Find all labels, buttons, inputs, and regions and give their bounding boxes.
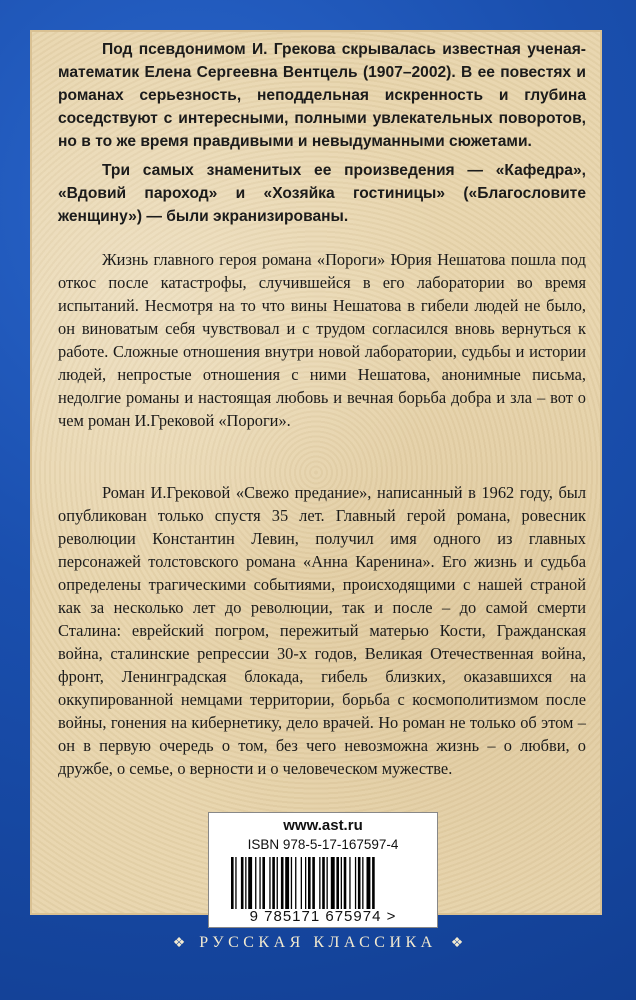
body-paragraph-1: Жизнь главного героя романа «Пороги» Юрия Нешатова пошла под откос после катастрофы, случившейся в его лаборатории во время испытаний. Несмотря на то что вины Нешатова в гибели людей не было, он виноватым себя чувствовал и с трудом согласился вновь вернуться к работе. Сложные отношения внутри новой лаборатории, судьбы и истории людей, непростые отношения с ними Нешатова, анонимные письма, недолгие романы и настоящая любовь и вечная борьба добра и зла – вот о чем роман И.Грековой «Пороги».	[58, 250, 586, 430]
barcode-block	[208, 812, 438, 928]
publisher-website: www.ast.ru	[283, 817, 363, 834]
ornament-left-icon: ❖	[172, 935, 186, 951]
isbn-label: ISBN 978-5-17-167597-4	[247, 837, 399, 852]
author-intro	[58, 38, 586, 234]
series-footer	[0, 929, 636, 957]
ean-number: 9 785171 675974 >	[249, 908, 397, 925]
series-title: РУССКАЯ КЛАССИКА	[199, 934, 437, 951]
description-porogi	[58, 248, 586, 432]
body-paragraph-2: Роман И.Грековой «Свежо предание», написанный в 1962 году, был опубликован только спустя 35 лет. Главный герой романа, ровесник революции Константин Левин, получил имя одного из главных персонажей толстовского романа «Анна Каренина». Его жизнь и судьба определены трагическими событиями, происходящими с нашей страной как за несколько лет до революции, так и после – до самой смерти Сталина: еврейский погром, пережитый матерью Кости, Гражданская война, сталинские репрессии 30-х годов, Великая Отечественная война, фронт, Ленинградская блокада, гибель близких, оказавшихся на оккупированной немцами территории, борьба с космополитизмом после войны, гонения на кибернетику, дело врачей. Но роман не только об этом – он в первую очередь о том, без чего невозможна жизнь – о любви, о дружбе, о семье, о верности и о человеческом мужестве.	[58, 483, 586, 778]
ornament-right-icon: ❖	[450, 935, 464, 951]
barcode-icon	[231, 857, 417, 909]
intro-paragraph-2: Три самых знаменитых ее произведения — «Кафедра», «Вдовий пароход» и «Хозяйка гостиницы» («Благословите женщину») — были экранизированы.	[58, 162, 586, 225]
description-svezho-predanie	[58, 481, 586, 780]
intro-paragraph-1: Под псевдонимом И. Грекова скрывалась известная ученая-математик Елена Сергеевна Вентцель (1907–2002). В ее повестях и романах серьезность, неподдельная искренность и глубина соседствуют с интересными, полными увлекательных поворотов, но в то же время правдивыми и невыдуманными сюжетами.	[58, 41, 586, 150]
